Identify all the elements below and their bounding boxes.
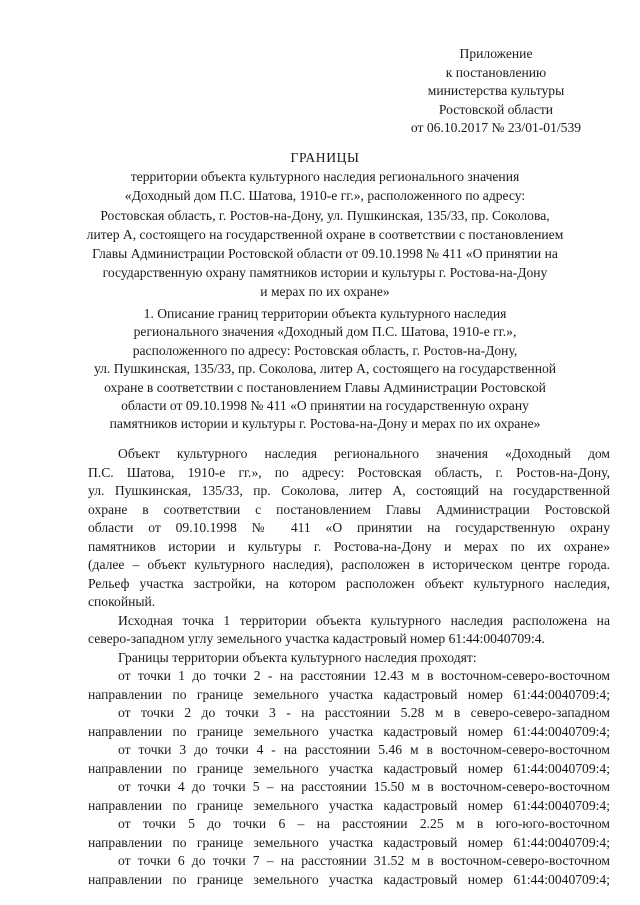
section-heading — [60, 305, 590, 434]
segment-line: направлении по границе земельного участка кадастровый номер 61:44:0040709:4; — [88, 797, 610, 813]
title-line: территории объекта культурного наследия регионального значения — [130, 169, 520, 185]
boundary-segment — [88, 741, 610, 778]
boundary-segment — [88, 852, 610, 889]
segment-line: направлении по границе земельного участка кадастровый номер 61:44:0040709:4; — [88, 834, 610, 850]
text-line: области от 09.10.1998 № 411 «О принятии на государственную охрану — [88, 520, 610, 535]
section-line: регионального значения «Доходный дом П.С. Шатова, 1910-е гг.», — [133, 324, 517, 340]
segment-line: направлении по границе земельного участка кадастровый номер 61:44:0040709:4; — [88, 686, 610, 702]
annex-block — [390, 45, 602, 138]
boundary-segment — [88, 815, 610, 852]
annex-line: к постановлению — [445, 64, 547, 80]
annex-line: от 06.10.2017 № 23/01-01/539 — [410, 120, 582, 136]
section-line: области от 09.10.1998 № 411 «О принятии на государственную охрану — [121, 398, 529, 414]
annex-line: министерства культуры — [427, 83, 565, 99]
paragraph-boundaries-intro — [88, 649, 610, 668]
segment-line: направлении по границе земельного участка кадастровый номер 61:44:0040709:4; — [88, 871, 610, 887]
boundary-segment — [88, 778, 610, 815]
title-line: государственную охрану памятников истории и культуры г. Ростова-на-Дону — [102, 265, 548, 281]
section-line: памятников истории и культуры г. Ростова-на-Дону и мерах по их охране» — [109, 416, 541, 432]
text-line: Рельеф участка застройки, на котором расположен объект культурного наследия, — [88, 575, 610, 591]
segment-line: от точки 3 до точки 4 - на расстоянии 5.46 м в восточном-северо-восточном — [118, 742, 610, 757]
text-line: северо-западном углу земельного участка кадастровый номер 61:44:0040709:4. — [88, 631, 545, 646]
segment-line: направлении по границе земельного участка кадастровый номер 61:44:0040709:4; — [88, 723, 610, 739]
boundary-segment — [88, 667, 610, 704]
text-line: (далее – объект культурного наследия), расположен в историческом центре города. — [88, 557, 610, 572]
boundary-segment — [88, 704, 610, 741]
document-heading: ГРАНИЦЫ — [290, 150, 360, 165]
annex-line: Приложение — [459, 46, 533, 61]
text-line: Исходная точка 1 территории объекта культурного наследия расположена на — [118, 612, 610, 628]
text-line: Объект культурного наследия регионального значения «Доходный дом — [118, 446, 610, 461]
section-line: 1. Описание границ территории объекта культурного наследия — [143, 306, 507, 321]
text-line: П.С. Шатова, 1910-е гг.», по адресу: Ростовская область, г. Ростов-на-Дону, — [88, 464, 610, 480]
annex-line: Ростовской области — [438, 101, 554, 117]
boundary-segment-list — [88, 667, 610, 889]
title-line: Главы Администрации Ростовской области от 09.10.1998 № 411 «О принятии на — [92, 246, 558, 262]
section-line: охране в соответствии с постановлением Главы Администрации Ростовской — [104, 379, 546, 395]
text-line: Границы территории объекта культурного наследия проходят: — [118, 649, 477, 665]
text-line: спокойный. — [88, 594, 156, 609]
segment-line: от точки 2 до точки 3 - на расстоянии 5.28 м в северо-северо-западном — [118, 705, 610, 720]
title-line: «Доходный дом П.С. Шатова, 1910-е гг.», расположенного по адресу: — [124, 188, 526, 204]
paragraph-start-point — [88, 612, 610, 649]
title-line: литер А, состоящего на государственной охране в соответствии с постановлением — [86, 226, 564, 242]
text-line: ул. Пушкинская, 135/33, пр. Соколова, литер А, состоящий на государственной — [88, 483, 610, 498]
segment-line: направлении по границе земельного участка кадастровый номер 61:44:0040709:4; — [88, 760, 610, 776]
section-line: расположенного по адресу: Ростовская область, г. Ростов-на-Дону, — [132, 342, 518, 358]
segment-line: от точки 5 до точки 6 – на расстоянии 2.25 м в юго-юго-восточном — [118, 816, 610, 831]
segment-line: от точки 6 до точки 7 – на расстоянии 31.52 м в восточном-северо-восточном — [118, 853, 610, 868]
title-line: и мерах по их охране» — [260, 284, 390, 300]
segment-line: от точки 4 до точки 5 – на расстоянии 15.50 м в восточном-северо-восточном — [118, 779, 610, 794]
section-line: ул. Пушкинская, 135/33, пр. Соколова, литер А, состоящего на государственной — [93, 361, 557, 377]
segment-line: от точки 1 до точки 2 - на расстоянии 12.43 м в восточном-северо-восточном — [118, 668, 610, 683]
text-line: охране в соответствии с постановлением Главы Администрации Ростовской — [88, 501, 610, 517]
title-block — [60, 148, 590, 302]
text-line: памятников истории и культуры г. Ростова-на-Дону и мерах по их охране» — [88, 538, 610, 554]
paragraph-object-description — [88, 445, 610, 612]
title-line: Ростовская область, г. Ростов-на-Дону, ул. Пушкинская, 135/33, пр. Соколова, — [100, 207, 550, 223]
body-text — [88, 445, 610, 889]
